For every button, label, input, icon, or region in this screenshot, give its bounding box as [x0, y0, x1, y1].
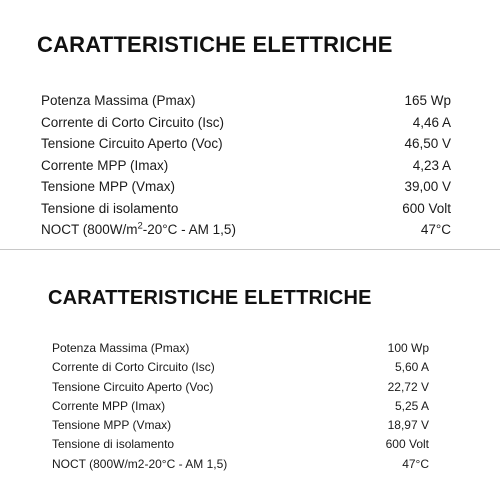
spec-label: Corrente di Corto Circuito (Isc)	[41, 114, 225, 130]
spec-label: Corrente MPP (Imax)	[41, 157, 169, 173]
spec-row	[52, 418, 429, 437]
spec-value: 22,72 V	[387, 379, 429, 394]
spec-row	[52, 341, 429, 360]
spec-label: Tensione di isolamento	[41, 200, 179, 216]
spec-value: 46,50 V	[404, 136, 451, 151]
spec-value: 4,23 A	[412, 157, 451, 173]
spec-value: 100 Wp	[387, 341, 429, 355]
spec-row	[52, 380, 429, 399]
spec-label: Potenza Massima (Pmax)	[52, 341, 190, 355]
spec-label: NOCT (800W/m2-20°C - AM 1,5)	[52, 456, 228, 471]
spec-value: 4,46 A	[412, 114, 451, 130]
noct-suffix: -20°C - AM 1,5)	[142, 222, 236, 237]
spec-row	[52, 437, 429, 456]
section-title: CARATTERISTICHE ELETTRICHE	[48, 287, 372, 309]
spec-label: Corrente MPP (Imax)	[52, 398, 166, 413]
noct-prefix: NOCT (800W/m	[41, 222, 138, 237]
spec-row	[52, 360, 429, 379]
spec-label: Tensione di isolamento	[52, 437, 175, 452]
spec-value: 165 Wp	[404, 93, 451, 108]
spec-value: 39,00 V	[404, 179, 451, 194]
spec-value: 47°C	[420, 222, 451, 237]
spec-label: Tensione Circuito Aperto (Voc)	[41, 136, 223, 151]
spec-label: Tensione MPP (Vmax)	[41, 179, 176, 194]
spec-value: 600 Volt	[402, 200, 451, 216]
spec-row	[52, 399, 429, 418]
spec-label: Tensione Circuito Aperto (Voc)	[52, 379, 214, 394]
spec-label: Potenza Massima (Pmax)	[41, 93, 196, 108]
spec-table	[52, 341, 429, 476]
spec-value: 600 Volt	[385, 437, 429, 452]
spec-label: Tensione MPP (Vmax)	[52, 418, 172, 433]
spec-value: 18,97 V	[387, 418, 429, 433]
noct-superscript: 2	[137, 220, 143, 232]
spec-value: 5,25 A	[394, 398, 429, 413]
spec-value: 5,60 A	[394, 360, 429, 375]
spec-label: Corrente di Corto Circuito (Isc)	[52, 360, 215, 375]
spec-value: 47°C	[402, 456, 429, 471]
spec-row-noct	[52, 457, 429, 476]
section-title: CARATTERISTICHE ELETTRICHE	[37, 32, 393, 57]
